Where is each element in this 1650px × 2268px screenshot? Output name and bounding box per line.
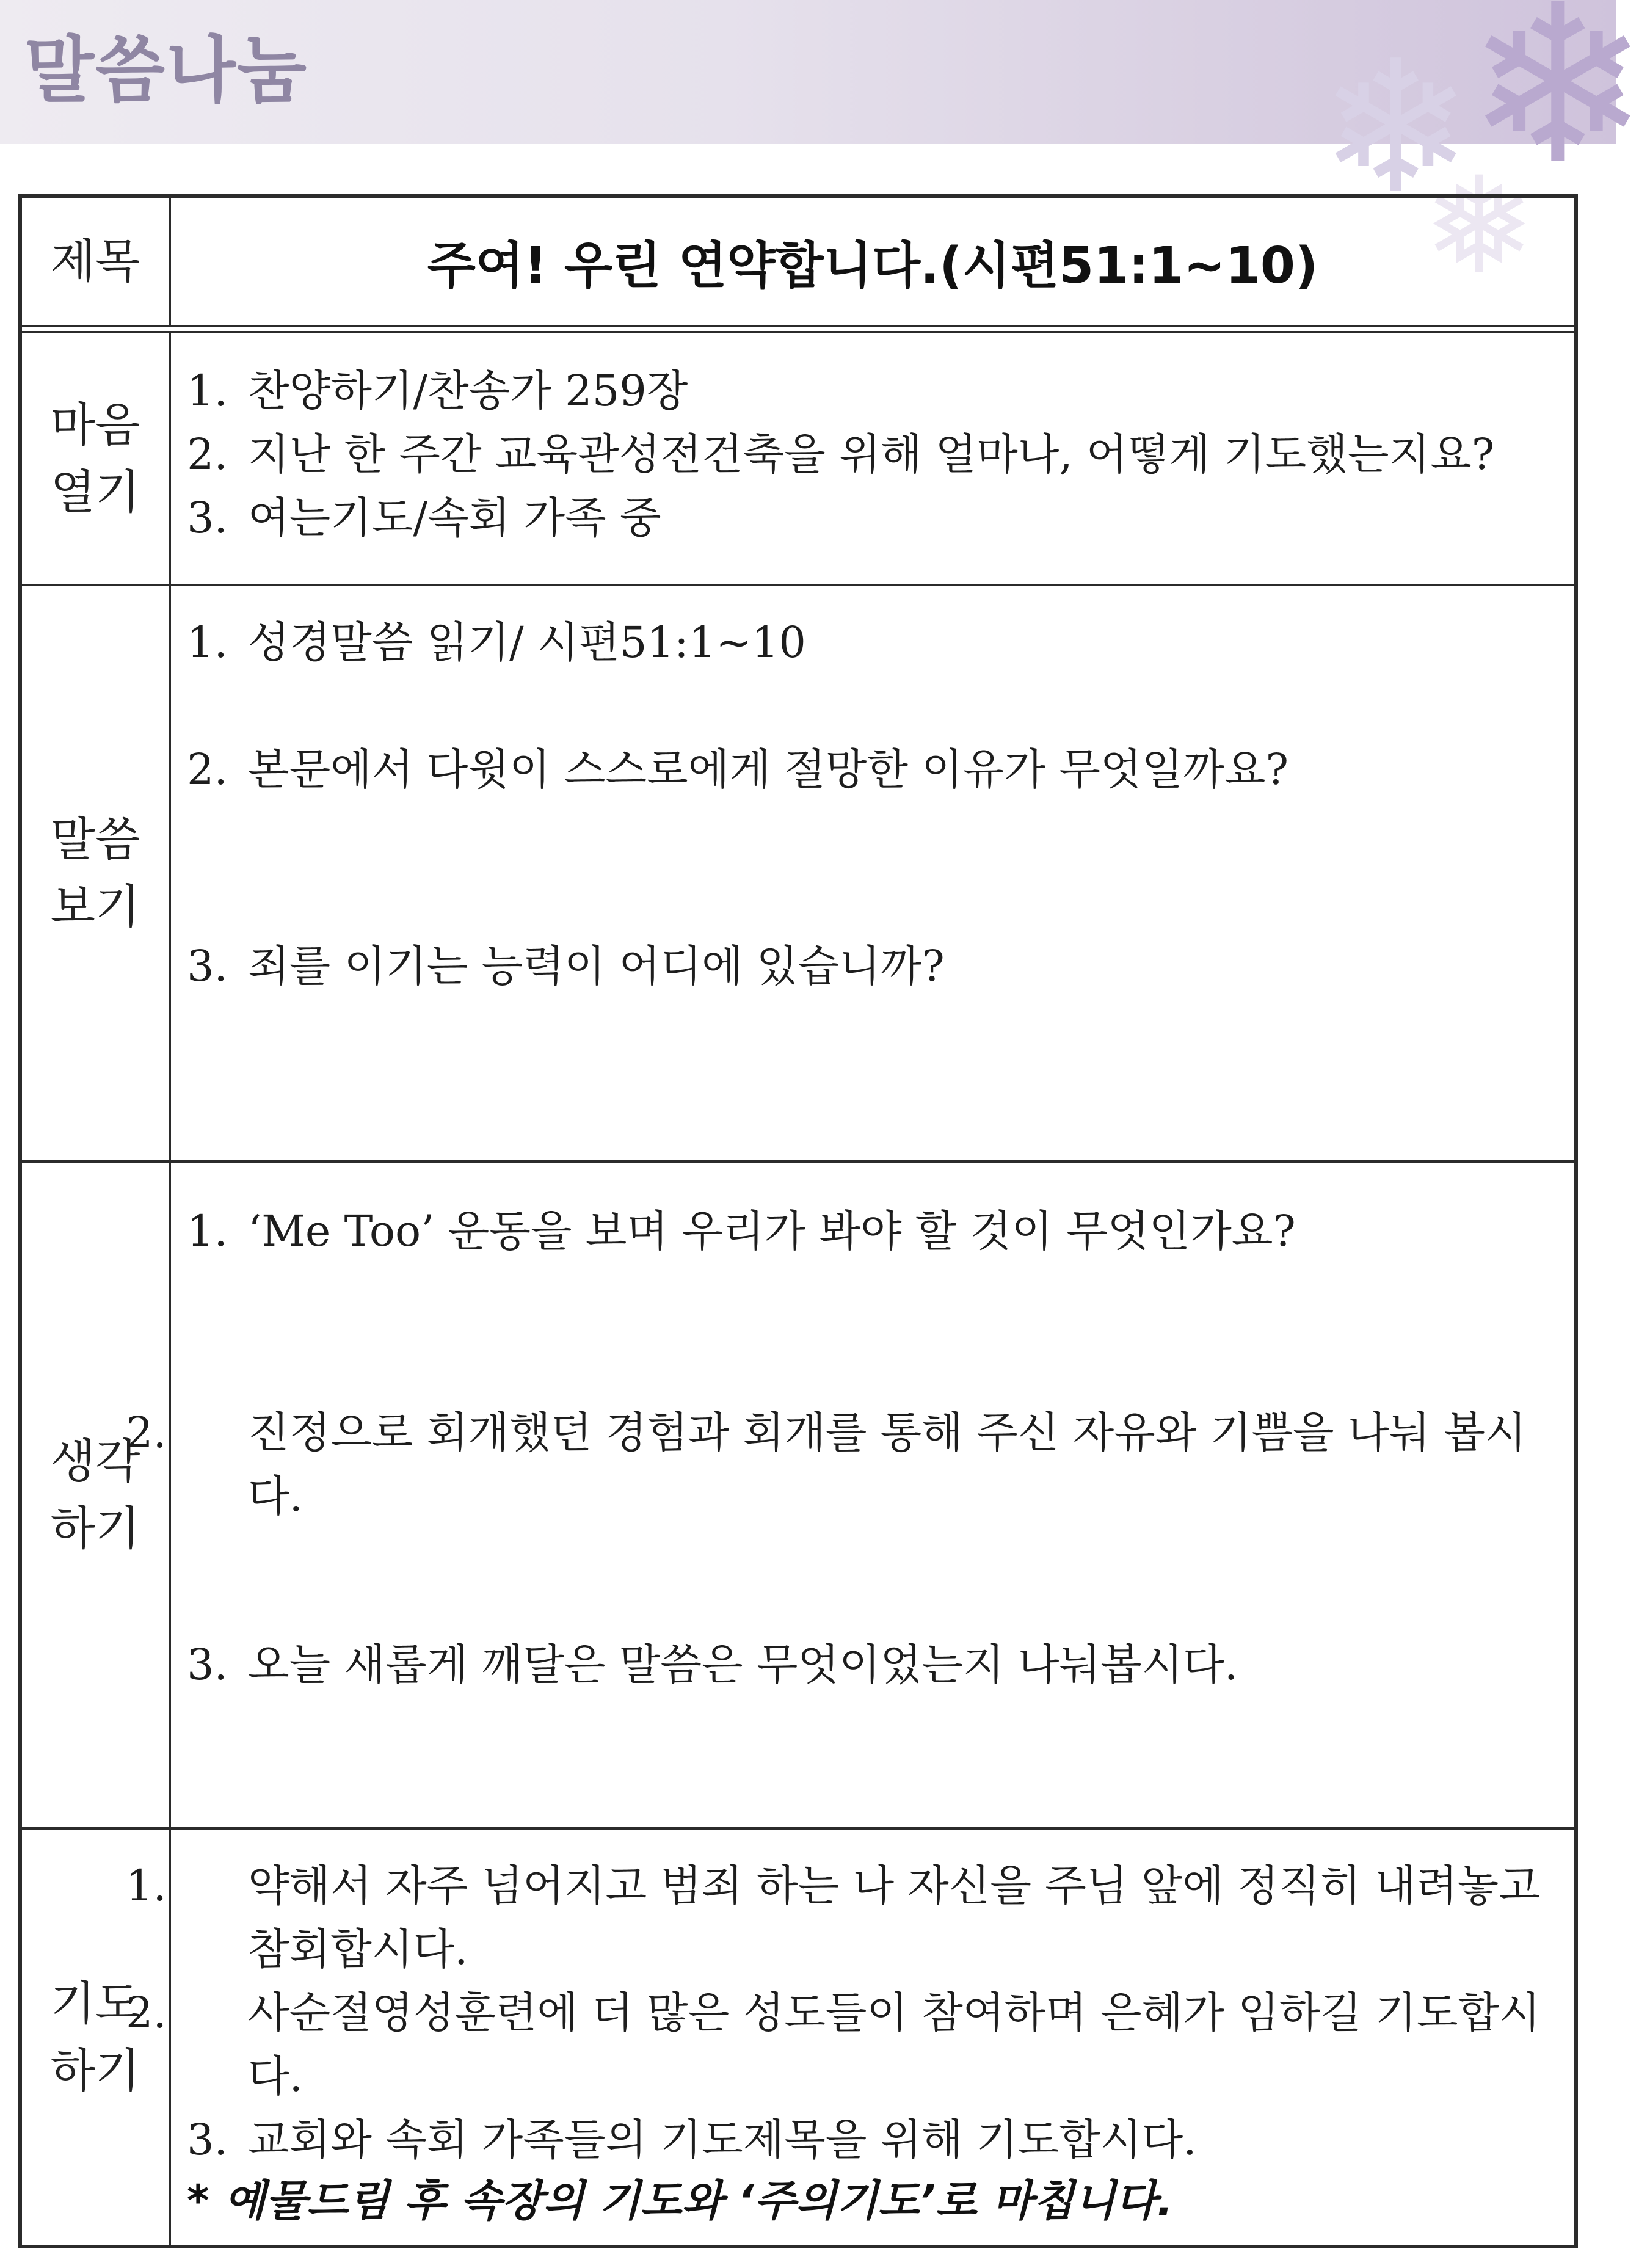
- section-open-heart: [22, 333, 1574, 584]
- list-item: 3. 오늘 새롭게 깨달은 말씀은 무엇이었는지 나눠봅시다.: [187, 1640, 1238, 1690]
- lesson-title: 주여! 우린 연약합니다.(시편51:1~10): [427, 236, 1318, 295]
- section-label: 마음 열기: [22, 333, 171, 584]
- section-label: 생각 하기: [22, 1163, 171, 1827]
- snowflake-icon: ❄: [1466, 0, 1650, 213]
- list-item: 2. 사순절영성훈련에 더 많은 성도들이 참여하며 은혜가 임하길 기도합시다.: [126, 1988, 1541, 2101]
- list-item: 3. 여는기도/속회 가족 중: [187, 493, 661, 543]
- title-cell: [171, 198, 1574, 325]
- section-content: [171, 586, 1574, 1160]
- list-item: 2. 진정으로 회개했던 경험과 회개를 통해 주신 자유와 기쁨을 나눠 봅시다.: [126, 1408, 1527, 1521]
- section-read-word: [22, 586, 1574, 1160]
- list-item: 1. 약해서 자주 넘어지고 범죄 하는 나 자신을 주님 앞에 정직히 내려놓고 참회합시다.: [126, 1861, 1540, 1974]
- section-reflect: [22, 1163, 1574, 1827]
- list-item: 2. 본문에서 다윗이 스스로에게 절망한 이유가 무엇일까요?: [187, 744, 1289, 794]
- snowflake-icon: ❄: [1319, 21, 1473, 234]
- list-item: 1. 찬양하기/찬송가 259장: [187, 366, 688, 416]
- section-content: [126, 1830, 1574, 2245]
- list-item: 3. 죄를 이기는 능력이 어디에 있습니까?: [187, 941, 945, 991]
- closing-note: * 예물드림 후 속장의 기도와 ‘주의기도’로 마칩니다.: [187, 2176, 1174, 2226]
- title-label: 제목: [22, 198, 171, 325]
- section-label: 기도 하기: [22, 1830, 171, 2245]
- section-label: 말씀 보기: [22, 586, 171, 1160]
- snowflake-icon: ❅: [1423, 148, 1536, 304]
- section-content: [171, 333, 1574, 584]
- section-pray: [22, 1830, 1574, 2245]
- list-item: 3. 교회와 속회 가족들의 기도제목을 위해 기도합시다.: [187, 2115, 1197, 2165]
- section-content: [126, 1163, 1574, 1827]
- list-item: 2. 지난 한 주간 교육관성전건축을 위해 얼마나, 어떻게 기도했는지요?: [187, 429, 1495, 479]
- title-row: [22, 198, 1574, 325]
- list-item: 1. ‘Me Too’ 운동을 보며 우리가 봐야 할 것이 무엇인가요?: [187, 1206, 1296, 1256]
- page-section-title: 말씀나눔: [24, 28, 308, 112]
- list-item: 1. 성경말씀 읽기/ 시편51:1~10: [187, 617, 806, 667]
- worksheet-table: [18, 194, 1578, 2248]
- title-divider: [22, 325, 1574, 333]
